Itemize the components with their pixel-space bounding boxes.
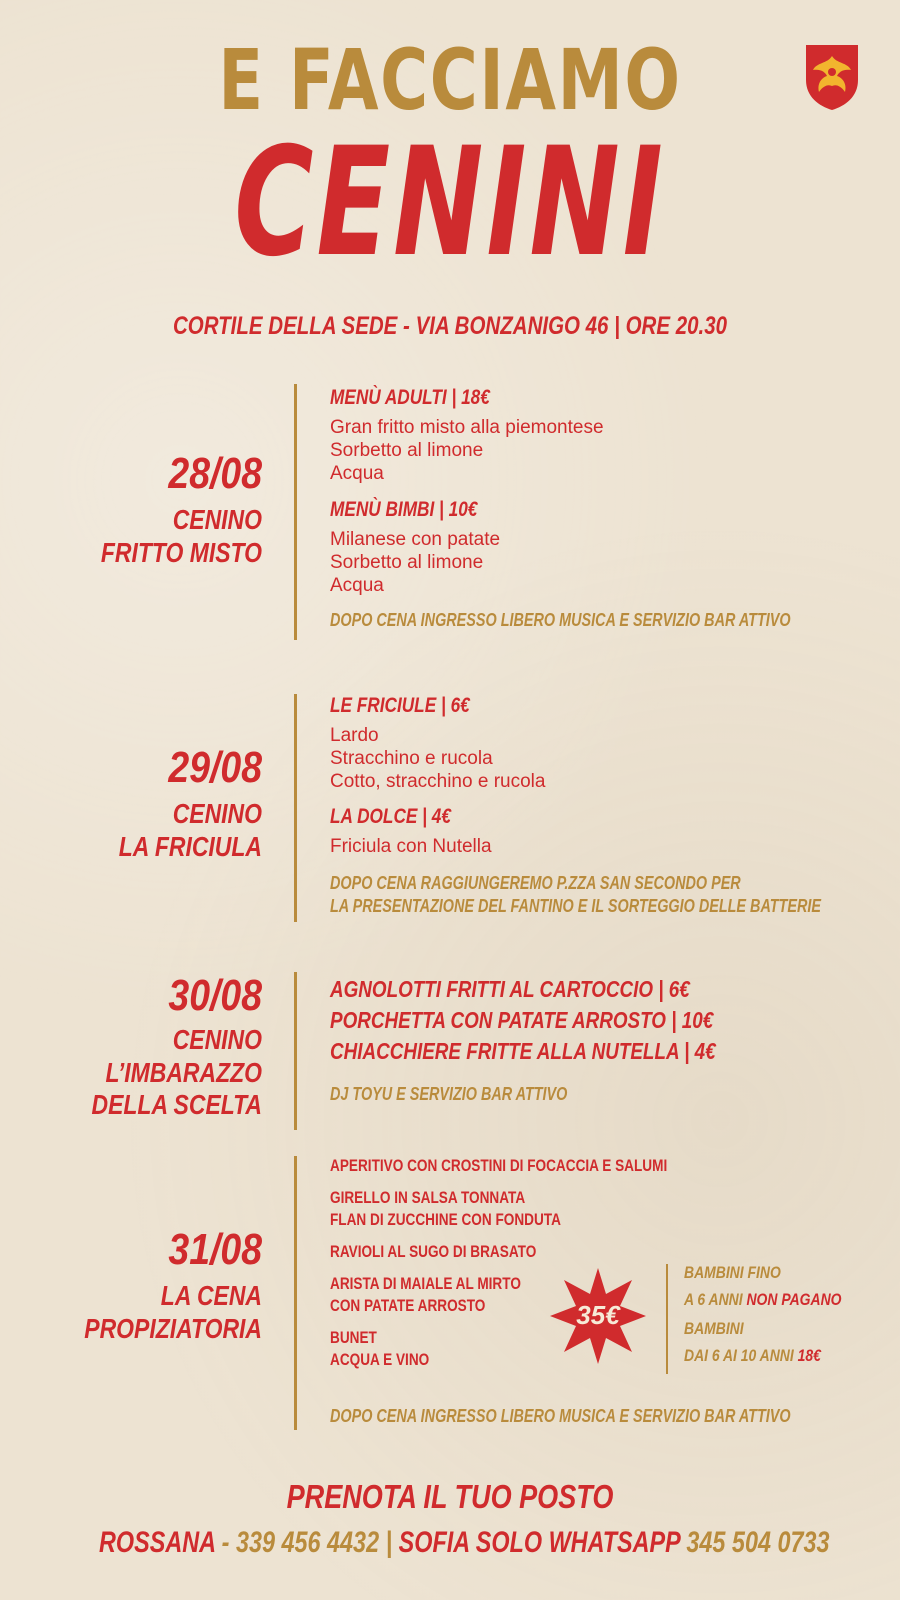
menu-item: Cotto, stracchino e rucola: [330, 771, 546, 792]
contact-name: ROSSANA: [99, 1526, 216, 1559]
menu-item: Gran fritto misto alla piemontese: [330, 417, 604, 438]
event-note: LA PRESENTAZIONE DEL FANTINO E IL SORTEGGIO DELLE BATTERIE: [330, 896, 821, 916]
menu-item: CON PATATE ARROSTO: [330, 1296, 486, 1315]
event-date: 30/08: [168, 971, 262, 1020]
contact-phone: 345 504 0733: [686, 1526, 830, 1559]
event-name: DELLA SCELTA: [91, 1088, 263, 1120]
divider-line: [294, 972, 297, 1130]
event-name: CENINO: [172, 798, 262, 830]
event-name: PROPIZIATORIA: [84, 1312, 262, 1344]
event-menu: [330, 694, 900, 918]
price-label: 35€: [576, 1300, 620, 1330]
menu-item: PORCHETTA CON PATATE ARROSTO | 10€: [330, 1007, 714, 1033]
menu-item: Lardo: [330, 725, 379, 746]
event-date-label: [0, 450, 262, 569]
contact-phone: - 339 456 4432 |: [215, 1526, 399, 1559]
kids-line-emph: NON PAGANO: [746, 1290, 842, 1309]
menu-item: BUNET: [330, 1328, 377, 1347]
menu-item: Acqua: [330, 575, 384, 596]
event-note: DOPO CENA INGRESSO LIBERO MUSICA E SERVIZIO BAR ATTIVO: [330, 610, 791, 630]
menu-item: ARISTA DI MAIALE AL MIRTO: [330, 1274, 521, 1293]
menu-title: MENÙ BIMBI | 10€: [330, 498, 478, 521]
menu-title: LE FRICIULE | 6€: [330, 694, 470, 717]
title-line1: E FACCIAMO: [218, 31, 682, 129]
menu-item: Friciula con Nutella: [330, 836, 492, 857]
booking-title: PRENOTA IL TUO POSTO: [286, 1478, 614, 1515]
event-note: DOPO CENA INGRESSO LIBERO MUSICA E SERVIZIO BAR ATTIVO: [330, 1406, 791, 1426]
menu-item: Sorbetto al limone: [330, 552, 484, 573]
kids-line-text: DAI 6 AI 10 ANNI: [684, 1346, 798, 1365]
event-date: 29/08: [168, 743, 262, 792]
title-line2: CENINI: [234, 116, 666, 290]
kids-line: BAMBINI FINO: [684, 1263, 781, 1282]
divider-line: [294, 384, 297, 640]
phoenix-crest-icon: [803, 42, 861, 112]
divider-line: [666, 1264, 668, 1374]
menu-item: Sorbetto al limone: [330, 440, 484, 461]
menu-title: LA DOLCE | 4€: [330, 805, 451, 828]
booking-contacts: [99, 1526, 830, 1560]
menu-item: APERITIVO CON CROSTINI DI FOCACCIA E SALUMI: [330, 1156, 668, 1175]
menu-title: MENÙ ADULTI | 18€: [330, 386, 490, 409]
event-name: LA CENA: [160, 1280, 262, 1312]
contact-name: SOFIA SOLO WHATSAPP: [398, 1526, 687, 1559]
kids-line: [684, 1345, 841, 1367]
subtitle: CORTILE DELLA SEDE - VIA BONZANIGO 46 | ORE 20.30: [172, 312, 728, 340]
kids-line: BAMBINI: [684, 1319, 744, 1338]
event-menu: [330, 974, 800, 1106]
menu-item: RAVIOLI AL SUGO DI BRASATO: [330, 1242, 537, 1261]
divider-line: [294, 694, 297, 922]
event-name: LA FRICIULA: [118, 830, 263, 862]
menu-item: FLAN DI ZUCCHINE CON FONDUTA: [330, 1210, 561, 1229]
menu-item: CHIACCHIERE FRITTE ALLA NUTELLA | 4€: [330, 1038, 716, 1064]
kids-line-text: A 6 ANNI: [684, 1290, 747, 1309]
event-note: DOPO CENA RAGGIUNGEREMO P.ZZA SAN SECONDO PER: [330, 873, 741, 893]
event-date-label: [0, 1226, 262, 1345]
price-badge: [548, 1266, 648, 1366]
event-note: DJ TOYU E SERVIZIO BAR ATTIVO: [330, 1084, 568, 1104]
menu-item: GIRELLO IN SALSA TONNATA: [330, 1188, 526, 1207]
divider-line: [294, 1156, 297, 1430]
event-name: CENINO: [172, 1024, 262, 1056]
event-date: 28/08: [168, 449, 262, 498]
event-menu: [330, 386, 900, 632]
menu-item: ACQUA E VINO: [330, 1350, 430, 1369]
event-date-label: [0, 972, 262, 1121]
menu-item: Milanese con patate: [330, 529, 501, 550]
menu-item: Stracchino e rucola: [330, 748, 493, 769]
event-name: FRITTO MISTO: [100, 536, 262, 568]
kids-pricing: [684, 1262, 876, 1367]
menu-item: Acqua: [330, 463, 384, 484]
event-name: CENINO: [172, 504, 262, 536]
event-date-label: [0, 744, 262, 863]
event-name: L’IMBARAZZO: [105, 1056, 262, 1088]
kids-line: [684, 1289, 841, 1311]
event-date: 31/08: [168, 1225, 262, 1274]
kids-line-emph: 18€: [797, 1346, 821, 1365]
menu-item: AGNOLOTTI FRITTI AL CARTOCCIO | 6€: [330, 976, 690, 1002]
